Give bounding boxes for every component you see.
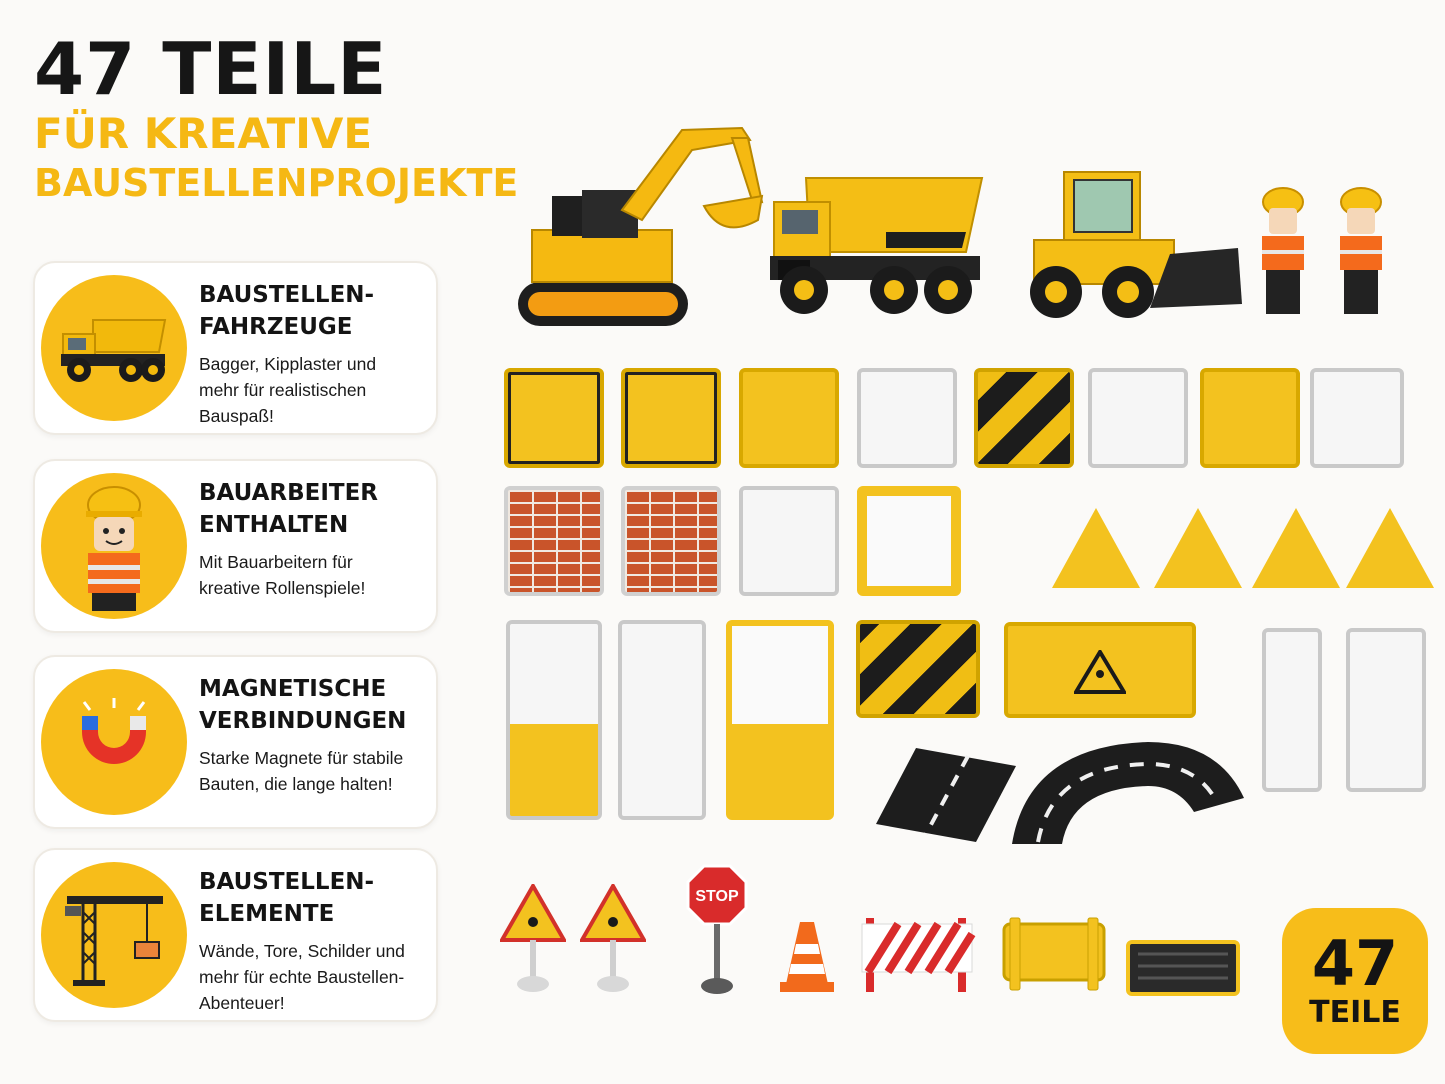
feature-title: MAGNETISCHE VERBINDUNGEN (199, 676, 407, 734)
badge-number: 47 (1311, 927, 1399, 1000)
piece-count-badge (1282, 908, 1428, 1054)
square-tile-clear (1310, 368, 1404, 468)
barrier-accessory (858, 910, 976, 994)
page-subtitle-line1: FÜR KREATIVE (34, 109, 373, 158)
feature-card-vehicles (33, 261, 438, 435)
tall-tile-clear (618, 620, 706, 820)
door-tile-clear-yellow (506, 620, 602, 820)
excavator-image (512, 110, 772, 332)
feature-description: Bagger, Kipplaster und mehr für realistischen Bauspaß! (199, 354, 377, 426)
feature-card-elements (33, 848, 438, 1022)
square-tile-clear (739, 486, 839, 596)
road-curve-tile (1008, 738, 1246, 848)
crane-icon (41, 862, 187, 1008)
rectangle-tile-hazard-stripe (856, 620, 980, 718)
feature-card-magnets (33, 655, 438, 829)
square-tile-yellow (621, 368, 721, 468)
magnet-icon (41, 669, 187, 815)
page-subtitle-line2: BAUSTELLENPROJEKTE (34, 161, 519, 205)
feature-description: Starke Magnete für stabile Bauten, die lange halten! (199, 748, 404, 794)
warning-sign-icon (1074, 650, 1126, 694)
dump-truck-icon (41, 275, 187, 421)
road-crossing-tile (876, 748, 1018, 842)
feature-title: BAUARBEITER ENTHALTEN (199, 480, 379, 538)
stop-sign-accessory (686, 864, 748, 998)
window-door-tile (726, 620, 834, 820)
grate-plate-accessory (1126, 940, 1240, 996)
triangle-tile (1154, 508, 1242, 588)
triangle-tile (1052, 508, 1140, 588)
dump-truck-image (766, 172, 988, 320)
traffic-cone-icon (778, 918, 836, 996)
wheel-loader-image (1020, 168, 1246, 328)
square-tile-brick (504, 486, 604, 596)
worker-figure-2 (1330, 184, 1392, 318)
square-tile-brick (621, 486, 721, 596)
square-tile-yellow (1200, 368, 1300, 468)
feature-title: BAUSTELLEN- ELEMENTE (199, 869, 375, 927)
tall-tile-clear (1346, 628, 1426, 792)
window-frame-tile (857, 486, 961, 596)
feature-description: Wände, Tore, Schilder und mehr für echte Baustellen- Abenteuer! (199, 941, 405, 1013)
stop-sign-text: STOP (695, 888, 739, 905)
feature-card-workers (33, 459, 438, 633)
badge-label: TEILE (1309, 995, 1401, 1030)
page-title: 47 TEILE (34, 27, 388, 111)
worker-figure-1 (1252, 184, 1314, 318)
square-tile-yellow (739, 368, 839, 468)
fence-accessory (1002, 914, 1106, 994)
warning-sign-accessory (580, 884, 646, 996)
triangle-tile (1252, 508, 1340, 588)
worker-icon (41, 473, 187, 619)
triangle-tile (1346, 508, 1434, 588)
square-tile-yellow (504, 368, 604, 468)
feature-description: Mit Bauarbeitern für kreative Rollenspiele! (199, 552, 366, 598)
hero-header (34, 27, 519, 206)
tall-tile-clear (1262, 628, 1322, 792)
rectangle-tile-warning (1004, 622, 1196, 718)
square-tile-clear (857, 368, 957, 468)
feature-title: BAUSTELLEN- FAHRZEUGE (199, 282, 375, 340)
warning-sign-accessory (500, 884, 566, 996)
square-tile-clear (1088, 368, 1188, 468)
square-tile-hazard-stripe (974, 368, 1074, 468)
